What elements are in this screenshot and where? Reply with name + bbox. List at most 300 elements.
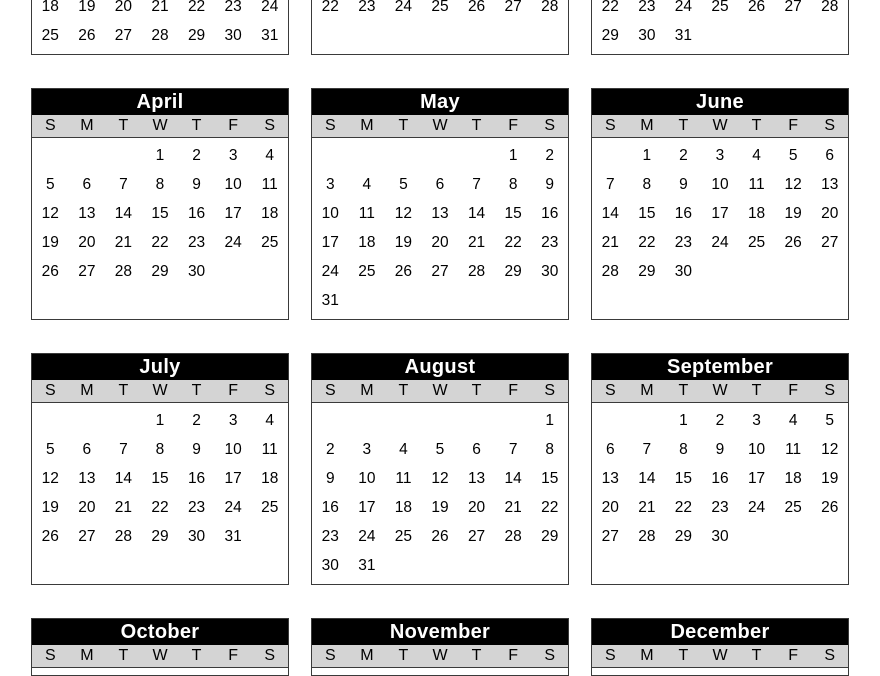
day-cell[interactable]: 3 bbox=[362, 441, 372, 458]
day-cell[interactable]: 10 bbox=[224, 441, 242, 458]
day-cell[interactable]: 3 bbox=[325, 176, 335, 193]
day-cell[interactable]: 24 bbox=[261, 0, 279, 15]
day-cell[interactable]: 17 bbox=[224, 205, 242, 222]
day-cell[interactable]: 29 bbox=[541, 528, 559, 545]
weekday-label: F bbox=[508, 117, 519, 134]
day-cell[interactable]: 11 bbox=[358, 205, 375, 222]
day-cell[interactable]: 25 bbox=[41, 27, 59, 44]
day-cell[interactable]: 29 bbox=[151, 528, 169, 545]
day-cell[interactable]: 2 bbox=[715, 412, 725, 429]
day-cell[interactable]: 13 bbox=[821, 176, 839, 193]
weekday-label: S bbox=[264, 117, 276, 134]
day-cell[interactable]: 30 bbox=[638, 27, 656, 44]
day-cell[interactable]: 20 bbox=[114, 0, 133, 15]
day-cell[interactable]: 28 bbox=[821, 0, 839, 15]
day-cell[interactable]: 28 bbox=[467, 263, 486, 280]
weekday-header-row bbox=[592, 380, 848, 403]
weekday-label: M bbox=[640, 117, 654, 134]
day-cell[interactable]: 26 bbox=[41, 263, 59, 280]
day-cell[interactable]: 1 bbox=[508, 147, 518, 164]
day-cell[interactable]: 28 bbox=[541, 0, 559, 15]
day-cell[interactable]: 26 bbox=[747, 0, 766, 15]
day-cell-empty bbox=[312, 406, 349, 435]
month-march bbox=[591, 0, 849, 55]
day-cell[interactable]: 18 bbox=[747, 205, 766, 222]
day-cell[interactable]: 14 bbox=[504, 470, 522, 487]
day-cell[interactable]: 28 bbox=[151, 27, 169, 44]
day-cell[interactable]: 13 bbox=[601, 470, 619, 487]
day-cell[interactable]: 23 bbox=[358, 0, 376, 15]
day-cell[interactable]: 21 bbox=[114, 234, 133, 251]
day-cell-empty bbox=[592, 141, 629, 170]
day-cell-empty bbox=[775, 257, 812, 286]
day-cell[interactable]: 9 bbox=[192, 441, 201, 458]
day-cell[interactable]: 14 bbox=[114, 470, 133, 487]
day-cell[interactable]: 4 bbox=[752, 147, 761, 164]
day-cell[interactable]: 27 bbox=[821, 234, 839, 251]
weekday-header-row bbox=[592, 115, 848, 138]
day-cell[interactable]: 26 bbox=[784, 234, 802, 251]
day-cell-empty bbox=[385, 551, 422, 580]
day-cell[interactable]: 2 bbox=[679, 147, 688, 164]
day-cell[interactable]: 28 bbox=[601, 263, 619, 280]
day-cell[interactable]: 16 bbox=[187, 205, 206, 222]
day-cell-empty bbox=[105, 141, 142, 170]
day-cell[interactable]: 21 bbox=[151, 0, 169, 15]
day-cell[interactable]: 21 bbox=[114, 499, 133, 516]
day-cell[interactable]: 20 bbox=[431, 234, 449, 251]
day-cell[interactable]: 7 bbox=[472, 176, 481, 193]
weekday-label: W bbox=[152, 647, 168, 664]
day-cell[interactable]: 20 bbox=[467, 499, 486, 516]
day-cell[interactable]: 7 bbox=[642, 441, 652, 458]
day-cell[interactable]: 5 bbox=[825, 412, 835, 429]
month-april bbox=[31, 88, 289, 320]
day-cell[interactable]: 5 bbox=[45, 441, 55, 458]
day-cell[interactable]: 24 bbox=[358, 528, 376, 545]
weekday-label: T bbox=[751, 382, 762, 399]
day-cell[interactable]: 18 bbox=[784, 470, 802, 487]
day-cell[interactable]: 1 bbox=[155, 147, 165, 164]
day-cell[interactable]: 29 bbox=[674, 528, 693, 545]
day-cell[interactable]: 6 bbox=[82, 441, 92, 458]
month-title: June bbox=[592, 89, 848, 115]
day-cell[interactable]: 16 bbox=[541, 205, 559, 222]
day-cell[interactable]: 7 bbox=[605, 176, 615, 193]
day-cell[interactable]: 6 bbox=[472, 441, 481, 458]
weekday-label: S bbox=[604, 382, 616, 399]
day-cell[interactable]: 12 bbox=[41, 470, 59, 487]
day-cell[interactable]: 12 bbox=[784, 176, 802, 193]
day-cell-empty bbox=[738, 21, 775, 50]
day-cell[interactable]: 21 bbox=[504, 499, 522, 516]
weekday-label: M bbox=[80, 647, 94, 664]
weekday-label: T bbox=[751, 117, 762, 134]
day-cell[interactable]: 19 bbox=[821, 470, 839, 487]
day-cell[interactable]: 3 bbox=[715, 147, 725, 164]
weekday-label: S bbox=[824, 647, 836, 664]
day-cell[interactable]: 29 bbox=[638, 263, 656, 280]
day-cell[interactable]: 18 bbox=[358, 234, 376, 251]
day-cell[interactable]: 21 bbox=[467, 234, 486, 251]
day-cell[interactable]: 22 bbox=[151, 234, 169, 251]
day-cell[interactable]: 22 bbox=[638, 234, 656, 251]
day-cell-empty bbox=[531, 286, 568, 315]
day-cell[interactable]: 7 bbox=[508, 441, 518, 458]
day-cell[interactable]: 5 bbox=[788, 147, 798, 164]
day-cell[interactable]: 26 bbox=[394, 263, 413, 280]
day-cell[interactable]: 9 bbox=[679, 176, 688, 193]
day-cell[interactable]: 25 bbox=[394, 528, 413, 545]
day-cell[interactable]: 5 bbox=[399, 176, 408, 193]
day-cell[interactable]: 16 bbox=[711, 470, 729, 487]
day-cell[interactable]: 8 bbox=[642, 176, 652, 193]
day-cell[interactable]: 15 bbox=[151, 205, 169, 222]
day-cell[interactable]: 25 bbox=[261, 499, 279, 516]
days-grid bbox=[592, 138, 848, 290]
day-cell[interactable]: 15 bbox=[504, 205, 522, 222]
day-cell[interactable]: 11 bbox=[748, 176, 765, 193]
day-cell[interactable]: 31 bbox=[261, 27, 279, 44]
quarter-row-q4 bbox=[0, 618, 880, 676]
day-cell[interactable]: 8 bbox=[155, 176, 165, 193]
day-cell[interactable]: 18 bbox=[41, 0, 59, 15]
day-cell[interactable]: 19 bbox=[394, 234, 413, 251]
weekday-label: S bbox=[824, 382, 836, 399]
day-cell-empty bbox=[349, 286, 386, 315]
day-cell[interactable]: 23 bbox=[187, 499, 206, 516]
day-cell[interactable]: 4 bbox=[788, 412, 798, 429]
weekday-header-row bbox=[32, 115, 288, 138]
day-cell-empty bbox=[458, 551, 495, 580]
day-cell[interactable]: 19 bbox=[78, 0, 96, 15]
day-cell[interactable]: 8 bbox=[679, 441, 688, 458]
day-cell[interactable]: 9 bbox=[325, 470, 335, 487]
day-cell[interactable]: 23 bbox=[224, 0, 242, 15]
day-cell[interactable]: 27 bbox=[784, 0, 802, 15]
day-cell[interactable]: 11 bbox=[785, 441, 802, 458]
day-cell-empty bbox=[458, 286, 495, 315]
day-cell[interactable]: 24 bbox=[711, 234, 729, 251]
day-cell[interactable]: 5 bbox=[45, 176, 55, 193]
day-cell[interactable]: 2 bbox=[545, 147, 555, 164]
day-cell[interactable]: 8 bbox=[508, 176, 518, 193]
day-cell[interactable]: 4 bbox=[265, 147, 275, 164]
quarter-row-q1 bbox=[0, 0, 880, 55]
day-cell[interactable]: 23 bbox=[711, 499, 729, 516]
day-cell[interactable]: 6 bbox=[435, 176, 445, 193]
weekday-label: S bbox=[44, 647, 56, 664]
day-cell[interactable]: 2 bbox=[192, 412, 201, 429]
day-cell[interactable]: 30 bbox=[224, 27, 242, 44]
day-cell[interactable]: 18 bbox=[261, 205, 279, 222]
month-title: December bbox=[592, 619, 848, 645]
weekday-label: W bbox=[152, 382, 168, 399]
weekday-label: T bbox=[678, 382, 689, 399]
day-cell[interactable]: 26 bbox=[78, 27, 96, 44]
day-cell[interactable]: 17 bbox=[711, 205, 729, 222]
weekday-label: M bbox=[360, 117, 374, 134]
day-cell[interactable]: 8 bbox=[545, 441, 555, 458]
day-cell[interactable]: 16 bbox=[187, 470, 206, 487]
day-cell[interactable]: 30 bbox=[187, 263, 206, 280]
day-cell[interactable]: 30 bbox=[674, 263, 693, 280]
day-cell[interactable]: 17 bbox=[224, 470, 242, 487]
day-cell[interactable]: 24 bbox=[674, 0, 693, 15]
weekday-label: F bbox=[788, 117, 799, 134]
day-cell[interactable]: 12 bbox=[41, 205, 59, 222]
day-cell-empty bbox=[458, 141, 495, 170]
day-cell[interactable]: 29 bbox=[187, 27, 206, 44]
day-cell[interactable]: 1 bbox=[642, 147, 652, 164]
days-grid bbox=[592, 403, 848, 555]
day-cell-empty bbox=[422, 141, 459, 170]
day-cell[interactable]: 31 bbox=[358, 557, 376, 574]
weekday-label: S bbox=[544, 382, 556, 399]
day-cell[interactable]: 30 bbox=[187, 528, 206, 545]
day-cell[interactable]: 22 bbox=[541, 499, 559, 516]
day-cell[interactable]: 24 bbox=[224, 499, 242, 516]
day-cell[interactable]: 20 bbox=[821, 205, 839, 222]
month-title: November bbox=[312, 619, 568, 645]
day-cell[interactable]: 23 bbox=[321, 528, 339, 545]
day-cell[interactable]: 25 bbox=[711, 0, 729, 15]
day-cell[interactable]: 13 bbox=[467, 470, 486, 487]
weekday-header-row bbox=[312, 115, 568, 138]
day-cell[interactable]: 21 bbox=[638, 499, 656, 516]
day-cell-empty bbox=[811, 522, 848, 551]
day-cell[interactable]: 14 bbox=[114, 205, 133, 222]
day-cell[interactable]: 8 bbox=[155, 441, 165, 458]
day-cell[interactable]: 6 bbox=[82, 176, 92, 193]
day-cell[interactable]: 31 bbox=[321, 292, 339, 309]
day-cell[interactable]: 20 bbox=[78, 499, 96, 516]
day-cell[interactable]: 5 bbox=[435, 441, 445, 458]
day-cell[interactable]: 6 bbox=[605, 441, 615, 458]
quarter-row-q3 bbox=[0, 353, 880, 585]
weekday-label: M bbox=[640, 647, 654, 664]
day-cell[interactable]: 18 bbox=[394, 499, 413, 516]
month-january bbox=[31, 0, 289, 55]
day-cell[interactable]: 23 bbox=[674, 234, 693, 251]
weekday-label: S bbox=[264, 382, 276, 399]
day-cell[interactable]: 4 bbox=[362, 176, 372, 193]
day-cell[interactable]: 25 bbox=[431, 0, 449, 15]
day-cell[interactable]: 15 bbox=[541, 470, 559, 487]
day-cell-empty bbox=[422, 286, 459, 315]
day-cell[interactable]: 22 bbox=[601, 0, 619, 15]
day-cell[interactable]: 28 bbox=[638, 528, 656, 545]
day-cell[interactable]: 7 bbox=[119, 176, 128, 193]
day-cell[interactable]: 14 bbox=[638, 470, 656, 487]
day-cell[interactable]: 24 bbox=[224, 234, 242, 251]
day-cell[interactable]: 17 bbox=[358, 499, 376, 516]
day-cell[interactable]: 28 bbox=[504, 528, 522, 545]
day-cell-empty bbox=[738, 522, 775, 551]
day-cell[interactable]: 26 bbox=[431, 528, 449, 545]
day-cell[interactable]: 25 bbox=[747, 234, 766, 251]
day-cell[interactable]: 25 bbox=[261, 234, 279, 251]
day-cell[interactable]: 25 bbox=[784, 499, 802, 516]
weekday-label: W bbox=[432, 382, 448, 399]
day-cell-empty bbox=[312, 141, 349, 170]
day-cell[interactable]: 29 bbox=[151, 263, 169, 280]
day-cell[interactable]: 20 bbox=[601, 499, 619, 516]
day-cell[interactable]: 16 bbox=[321, 499, 339, 516]
day-cell[interactable]: 3 bbox=[228, 412, 238, 429]
weekday-label: T bbox=[678, 117, 689, 134]
day-cell[interactable]: 14 bbox=[601, 205, 619, 222]
day-cell[interactable]: 19 bbox=[431, 499, 449, 516]
day-cell[interactable]: 15 bbox=[638, 205, 656, 222]
day-cell[interactable]: 22 bbox=[674, 499, 693, 516]
day-cell-empty bbox=[495, 286, 532, 315]
weekday-label: T bbox=[191, 647, 202, 664]
day-cell[interactable]: 22 bbox=[321, 0, 339, 15]
weekday-label: S bbox=[264, 647, 276, 664]
weekday-label: T bbox=[191, 117, 202, 134]
days-grid bbox=[592, 668, 848, 675]
day-cell-empty bbox=[775, 21, 812, 50]
weekday-label: W bbox=[712, 647, 728, 664]
day-cell-empty bbox=[738, 257, 775, 286]
day-cell[interactable]: 6 bbox=[825, 147, 835, 164]
day-cell[interactable]: 12 bbox=[431, 470, 449, 487]
weekday-label: M bbox=[80, 382, 94, 399]
day-cell[interactable]: 20 bbox=[78, 234, 96, 251]
day-cell[interactable]: 18 bbox=[261, 470, 279, 487]
day-cell[interactable]: 30 bbox=[541, 263, 559, 280]
day-cell[interactable]: 27 bbox=[78, 263, 96, 280]
day-cell[interactable]: 29 bbox=[601, 27, 619, 44]
day-cell[interactable]: 17 bbox=[747, 470, 766, 487]
day-cell[interactable]: 27 bbox=[467, 528, 486, 545]
day-cell-empty bbox=[811, 21, 848, 50]
day-cell[interactable]: 10 bbox=[358, 470, 376, 487]
day-cell[interactable]: 22 bbox=[504, 234, 522, 251]
days-grid bbox=[312, 0, 568, 25]
day-cell[interactable]: 2 bbox=[325, 441, 335, 458]
days-grid bbox=[32, 0, 288, 54]
day-cell[interactable]: 3 bbox=[752, 412, 761, 429]
day-cell[interactable]: 15 bbox=[674, 470, 693, 487]
weekday-label: T bbox=[678, 647, 689, 664]
weekday-label: F bbox=[788, 647, 799, 664]
day-cell[interactable]: 11 bbox=[261, 176, 278, 193]
day-cell[interactable]: 1 bbox=[155, 412, 165, 429]
weekday-label: F bbox=[508, 382, 519, 399]
day-cell[interactable]: 14 bbox=[467, 205, 486, 222]
day-cell[interactable]: 23 bbox=[638, 0, 656, 15]
day-cell[interactable]: 31 bbox=[224, 528, 242, 545]
day-cell[interactable]: 17 bbox=[321, 234, 339, 251]
weekday-label: T bbox=[751, 647, 762, 664]
day-cell[interactable]: 4 bbox=[265, 412, 275, 429]
day-cell[interactable]: 26 bbox=[467, 0, 486, 15]
day-cell[interactable]: 30 bbox=[321, 557, 339, 574]
days-grid bbox=[312, 403, 568, 584]
day-cell[interactable]: 12 bbox=[394, 205, 413, 222]
days-grid bbox=[592, 0, 848, 54]
day-cell[interactable]: 27 bbox=[114, 27, 133, 44]
day-cell[interactable]: 28 bbox=[114, 528, 133, 545]
day-cell[interactable]: 16 bbox=[674, 205, 693, 222]
day-cell[interactable]: 19 bbox=[784, 205, 802, 222]
month-june bbox=[591, 88, 849, 320]
day-cell[interactable]: 21 bbox=[601, 234, 619, 251]
day-cell[interactable]: 7 bbox=[119, 441, 128, 458]
day-cell[interactable]: 10 bbox=[321, 205, 339, 222]
weekday-label: F bbox=[228, 117, 239, 134]
day-cell[interactable]: 24 bbox=[747, 499, 766, 516]
day-cell[interactable]: 19 bbox=[41, 234, 59, 251]
day-cell[interactable]: 11 bbox=[261, 441, 278, 458]
day-cell[interactable]: 19 bbox=[41, 499, 59, 516]
day-cell[interactable]: 2 bbox=[192, 147, 201, 164]
weekday-label: M bbox=[640, 382, 654, 399]
day-cell[interactable]: 27 bbox=[431, 263, 449, 280]
month-october bbox=[31, 618, 289, 676]
day-cell[interactable]: 10 bbox=[711, 176, 729, 193]
month-title: April bbox=[32, 89, 288, 115]
day-cell[interactable]: 10 bbox=[224, 176, 242, 193]
weekday-label: W bbox=[432, 117, 448, 134]
day-cell-empty bbox=[349, 406, 386, 435]
day-cell[interactable]: 29 bbox=[504, 263, 522, 280]
day-cell[interactable]: 22 bbox=[187, 0, 206, 15]
day-cell[interactable]: 9 bbox=[545, 176, 555, 193]
day-cell[interactable]: 1 bbox=[545, 412, 555, 429]
day-cell[interactable]: 27 bbox=[78, 528, 96, 545]
day-cell[interactable]: 1 bbox=[679, 412, 688, 429]
day-cell[interactable]: 13 bbox=[78, 470, 96, 487]
day-cell[interactable]: 4 bbox=[399, 441, 408, 458]
day-cell[interactable]: 10 bbox=[747, 441, 766, 458]
day-cell[interactable]: 23 bbox=[187, 234, 206, 251]
day-cell-empty bbox=[69, 406, 106, 435]
day-cell[interactable]: 26 bbox=[41, 528, 59, 545]
day-cell[interactable]: 11 bbox=[395, 470, 412, 487]
weekday-label: T bbox=[398, 117, 409, 134]
day-cell[interactable]: 12 bbox=[821, 441, 839, 458]
day-cell[interactable]: 31 bbox=[674, 27, 693, 44]
day-cell[interactable]: 25 bbox=[358, 263, 376, 280]
weekday-label: W bbox=[712, 117, 728, 134]
weekday-label: S bbox=[44, 382, 56, 399]
day-cell[interactable]: 27 bbox=[601, 528, 619, 545]
day-cell[interactable]: 24 bbox=[394, 0, 413, 15]
day-cell[interactable]: 24 bbox=[321, 263, 339, 280]
day-cell[interactable]: 15 bbox=[151, 470, 169, 487]
day-cell[interactable]: 28 bbox=[114, 263, 133, 280]
day-cell[interactable]: 13 bbox=[431, 205, 449, 222]
weekday-label: S bbox=[544, 117, 556, 134]
weekday-label: S bbox=[824, 117, 836, 134]
day-cell[interactable]: 9 bbox=[715, 441, 725, 458]
weekday-label: M bbox=[360, 647, 374, 664]
day-cell[interactable]: 22 bbox=[151, 499, 169, 516]
day-cell-empty bbox=[251, 257, 288, 286]
day-cell[interactable]: 3 bbox=[228, 147, 238, 164]
day-cell[interactable]: 30 bbox=[711, 528, 729, 545]
weekday-label: W bbox=[152, 117, 168, 134]
weekday-label: T bbox=[398, 382, 409, 399]
day-cell[interactable]: 27 bbox=[504, 0, 522, 15]
day-cell[interactable]: 23 bbox=[541, 234, 559, 251]
day-cell[interactable]: 9 bbox=[192, 176, 201, 193]
day-cell[interactable]: 26 bbox=[821, 499, 839, 516]
day-cell[interactable]: 13 bbox=[78, 205, 96, 222]
